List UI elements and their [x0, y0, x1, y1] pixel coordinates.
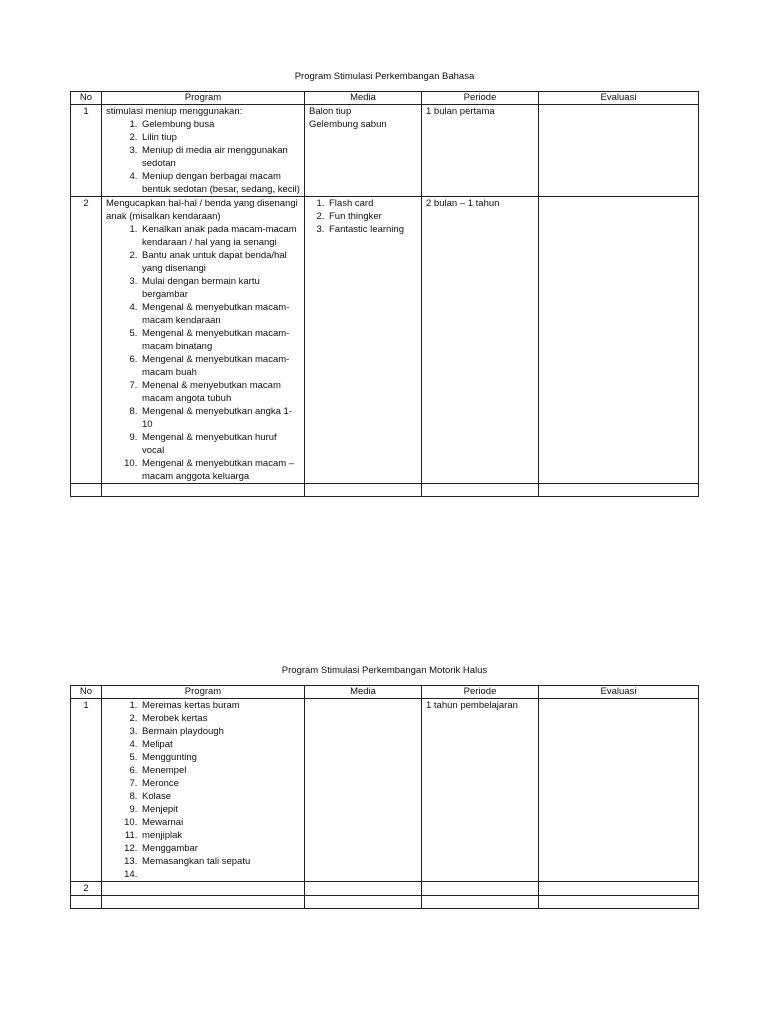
list-item: 5. Mengenal & menyebutkan macam-macam binatang	[140, 327, 300, 353]
list-item: 7. Meronce	[140, 777, 300, 790]
table-row	[71, 699, 699, 882]
list-item: 4. Mengenal & menyebutkan macam-macam kendaraan	[140, 301, 300, 327]
row-number: 1	[71, 699, 102, 882]
program-list	[106, 118, 300, 196]
media-cell	[305, 197, 422, 484]
empty-cell	[539, 882, 699, 896]
media-item: 1. Flash card	[327, 197, 417, 210]
empty-cell	[305, 484, 422, 497]
media-item: Gelembung sabun	[309, 119, 387, 130]
list-item: 13. Memasangkan tali sepatu	[140, 855, 300, 868]
empty-cell	[422, 882, 539, 896]
header-evaluasi: Evaluasi	[539, 686, 699, 699]
program-list	[106, 699, 300, 881]
list-item: 2. Lilin tiup	[140, 131, 300, 144]
table-row-empty	[71, 484, 699, 497]
list-item: 11. menjiplak	[140, 829, 300, 842]
table-header-row	[71, 686, 699, 699]
empty-cell	[71, 484, 102, 497]
list-item: 12. Menggambar	[140, 842, 300, 855]
program-list	[106, 223, 300, 483]
list-item: 1. Kenalkan anak pada macam-macam kendaraan / hal yang ia senangi	[140, 223, 300, 249]
list-item	[140, 868, 300, 881]
evaluasi-cell	[539, 197, 699, 484]
row-number: 2	[71, 197, 102, 484]
empty-cell	[422, 896, 539, 909]
media-item: Balon tiup	[309, 106, 352, 117]
section-motorik	[70, 664, 699, 909]
program-cell	[102, 699, 305, 882]
list-item: 5. Menggunting	[140, 751, 300, 764]
table-header-row	[71, 92, 699, 105]
empty-cell	[102, 484, 305, 497]
section-bahasa	[70, 70, 699, 497]
header-media: Media	[305, 686, 422, 699]
header-no: No	[71, 92, 102, 105]
periode-cell: 1 tahun pembelajaran	[422, 699, 539, 882]
table-row	[71, 197, 699, 484]
header-media: Media	[305, 92, 422, 105]
empty-cell	[305, 882, 422, 896]
list-item: 9. Mengenal & menyebutkan huruf vocal	[140, 431, 300, 457]
list-item: 3. Meniup di media air menggunakan sedotan	[140, 144, 300, 170]
list-item: 1. Gelembung busa	[140, 118, 300, 131]
periode-cell: 1 bulan pertama	[422, 105, 539, 197]
header-program: Program	[102, 686, 305, 699]
program-cell	[102, 105, 305, 197]
program-intro: stimulasi meniup menggunakan:	[106, 106, 243, 117]
media-item: 3. Fantastic learning	[327, 223, 417, 236]
program-intro: Mengucapkan hal-hal / benda yang disenangi anak (misalkan kendaraan)	[106, 198, 298, 222]
row-number: 2	[71, 882, 102, 896]
table-row-empty	[71, 896, 699, 909]
list-item: 3. Bermain playdough	[140, 725, 300, 738]
list-item: 6. Menempel	[140, 764, 300, 777]
header-periode: Periode	[422, 92, 539, 105]
list-item: 8. Kolase	[140, 790, 300, 803]
header-periode: Periode	[422, 686, 539, 699]
list-item: 4. Melipat	[140, 738, 300, 751]
header-no: No	[71, 686, 102, 699]
empty-cell	[305, 896, 422, 909]
list-item: 7. Menenal & menyebutkan macam macam angota tubuh	[140, 379, 300, 405]
table-bahasa	[70, 91, 699, 497]
list-item: 9. Menjepit	[140, 803, 300, 816]
list-item: 4. Meniup dengan berbagai macam bentuk sedotan (besar, sedang, kecil)	[140, 170, 300, 196]
empty-cell	[102, 896, 305, 909]
row-number: 1	[71, 105, 102, 197]
empty-cell	[539, 484, 699, 497]
table-row	[71, 105, 699, 197]
empty-cell	[71, 896, 102, 909]
media-item: 2. Fun thingker	[327, 210, 417, 223]
list-item: 2. Merobek kertas	[140, 712, 300, 725]
list-item: 10. Mewarnai	[140, 816, 300, 829]
empty-cell	[102, 882, 305, 896]
evaluasi-cell	[539, 699, 699, 882]
empty-cell	[539, 896, 699, 909]
header-evaluasi: Evaluasi	[539, 92, 699, 105]
media-list	[309, 197, 417, 236]
table-motorik	[70, 685, 699, 909]
list-item: 10. Mengenal & menyebutkan macam – macam anggota keluarga	[140, 457, 300, 483]
table-row	[71, 882, 699, 896]
list-item: 3. Mulai dengan bermain kartu bergambar	[140, 275, 300, 301]
empty-cell	[422, 484, 539, 497]
table-title-bahasa: Program Stimulasi Perkembangan Bahasa	[294, 71, 475, 82]
evaluasi-cell	[539, 105, 699, 197]
list-item: 1. Meremas kertas buram	[140, 699, 300, 712]
list-item: 2. Bantu anak untuk dapat benda/hal yang disenangi	[140, 249, 300, 275]
list-item: 8. Mengenal & menyebutkan angka 1-10	[140, 405, 300, 431]
table-title-motorik: Program Stimulasi Perkembangan Motorik Halus	[281, 665, 488, 676]
header-program: Program	[102, 92, 305, 105]
program-cell	[102, 197, 305, 484]
periode-cell: 2 bulan – 1 tahun	[422, 197, 539, 484]
media-cell	[305, 105, 422, 197]
list-item: 6. Mengenal & menyebutkan macam-macam buah	[140, 353, 300, 379]
media-cell	[305, 699, 422, 882]
